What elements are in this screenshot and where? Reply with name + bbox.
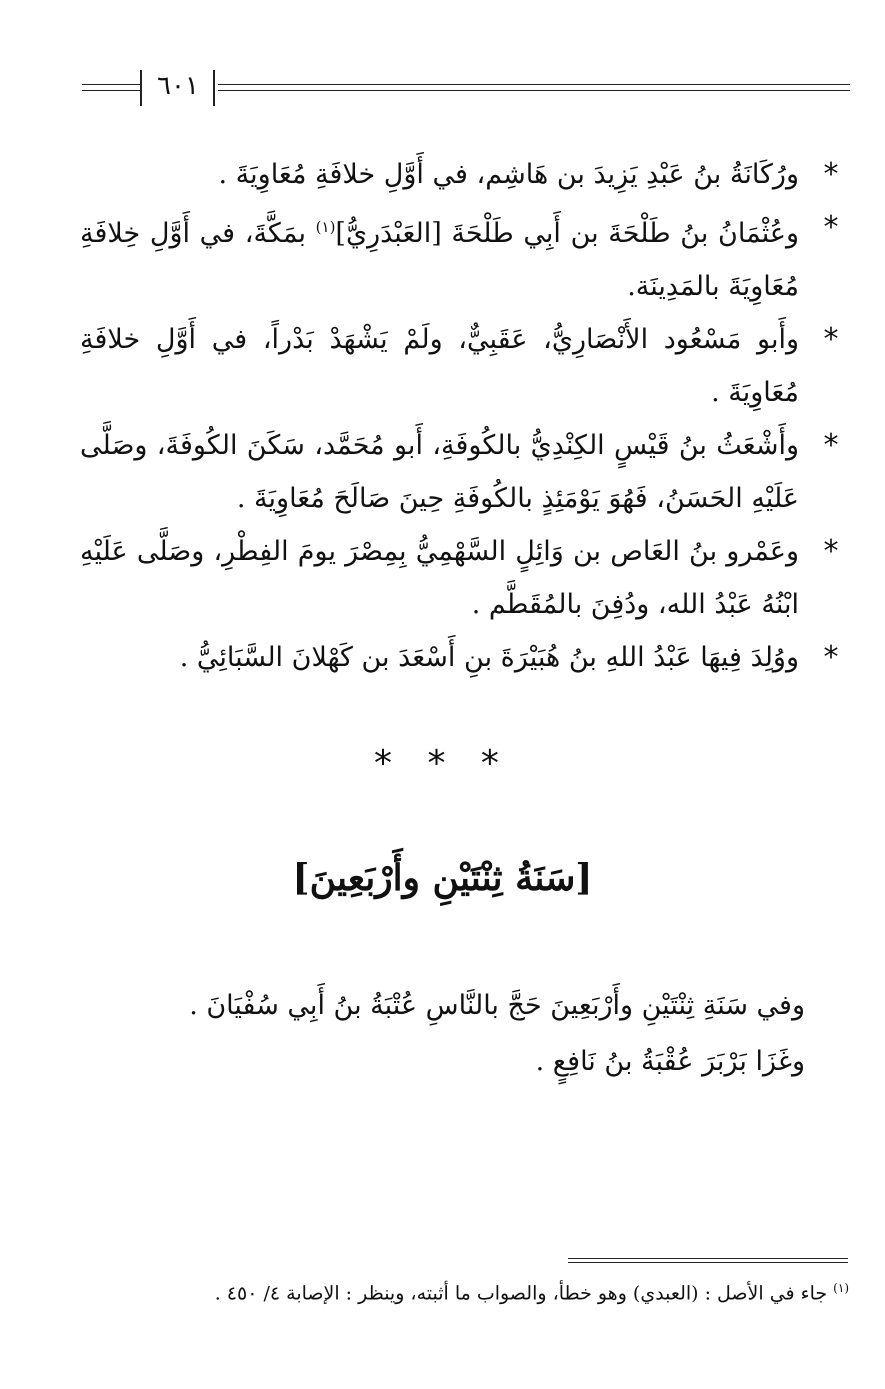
asterisk-bullet-icon: * <box>823 428 839 463</box>
entry-text: وأَبو مَسْعُود الأَنْصَارِيُّ، عَقَبِيٌّ، ولَمْ يَشْهَدْ بَدْراً، في أَوَّلِ خلافَةِ مُعَاوِيَةَ . <box>80 324 799 408</box>
entry-text: وعُثْمَانُ بنُ طَلْحَةَ بن أَبِي طَلْحَةَ [العَبْدَرِيُّ] <box>335 218 799 249</box>
header-rule-right <box>218 84 850 91</box>
footnote <box>80 1272 849 1309</box>
asterisk-bullet-icon: * <box>823 322 839 357</box>
asterisk-bullet-icon: * <box>823 210 839 245</box>
section-body <box>80 978 805 1090</box>
header-rule-left <box>82 84 140 91</box>
list-item <box>80 631 849 684</box>
page-number: ٦٠١ <box>157 71 199 101</box>
header-divider-right <box>213 70 215 106</box>
footnote-reference[interactable]: (١) <box>315 218 336 236</box>
entry-text: ووُلِدَ فِيهَا عَبْدُ اللهِ بنُ هُبَيْرَةَ بنِ أَسْعَدَ بن كَهْلانَ السَّبَائِيُّ . <box>179 642 799 673</box>
asterisk-bullet-icon: * <box>823 534 839 569</box>
list-item <box>80 148 849 201</box>
list-item <box>80 419 849 525</box>
death-entries-list <box>80 148 849 684</box>
entry-text: وأَشْعَثُ بنُ قَيْسٍ الكِنْدِيُّ بالكُوفَةِ، أَبو مُحَمَّد، سَكَنَ الكُوفَةَ، وصَلَّى عَلَيْهِ الحَسَنُ، فَهُوَ يَوْمَئِذٍ بالكُوفَةِ حِينَ صَالَحَ مُعَاوِيَةَ . <box>80 430 799 514</box>
list-item <box>80 313 849 419</box>
body-paragraph: وغَزَا بَرْبَرَ عُقْبَةُ بنُ نَافِعٍ . <box>535 1046 805 1077</box>
footnote-text: جاء في الأصل : (العبدي) وهو خطأ، والصواب ما أثبته، وينظر : الإصابة ٤/ ٤٥٠ . <box>214 1282 834 1305</box>
asterisk-bullet-icon: * <box>823 157 839 192</box>
list-item <box>80 525 849 631</box>
section-title: [سَنَةُ ثِنْتَيْنِ وأَرْبَعِينَ] <box>292 857 593 899</box>
footnote-mark: (١) <box>833 1281 849 1295</box>
body-paragraph: وفي سَنَةِ ثِنْتَيْنِ وأَرْبَعِينَ حَجَّ بالنَّاسِ عُتْبَةُ بنُ أَبِي سُفْيَانَ . <box>189 990 805 1021</box>
entry-text: بمَكَّةَ، في أَوَّلِ خِلافَةِ مُعَاوِيَةَ بالمَدِينَة. <box>80 218 799 302</box>
entry-text: ورُكَانَةُ بنُ عَبْدِ يَزِيدَ بن هَاشِم، في أَوَّلِ خلافَةِ مُعَاوِيَةَ . <box>218 159 799 190</box>
list-item <box>80 201 849 313</box>
entry-text: وعَمْرو بنُ العَاص بن وَائِلٍ السَّهْمِيُّ بِمِصْرَ يومَ الفِطْرِ، وصَلَّى عَلَيْهِ ابْنُهُ عَبْدُ الله، ودُفِنَ بالمُقَطَّم . <box>80 536 799 620</box>
header-divider-left <box>140 70 142 106</box>
footnote-rule <box>568 1258 848 1263</box>
section-separator: * * * <box>374 743 511 784</box>
asterisk-bullet-icon: * <box>823 640 839 675</box>
